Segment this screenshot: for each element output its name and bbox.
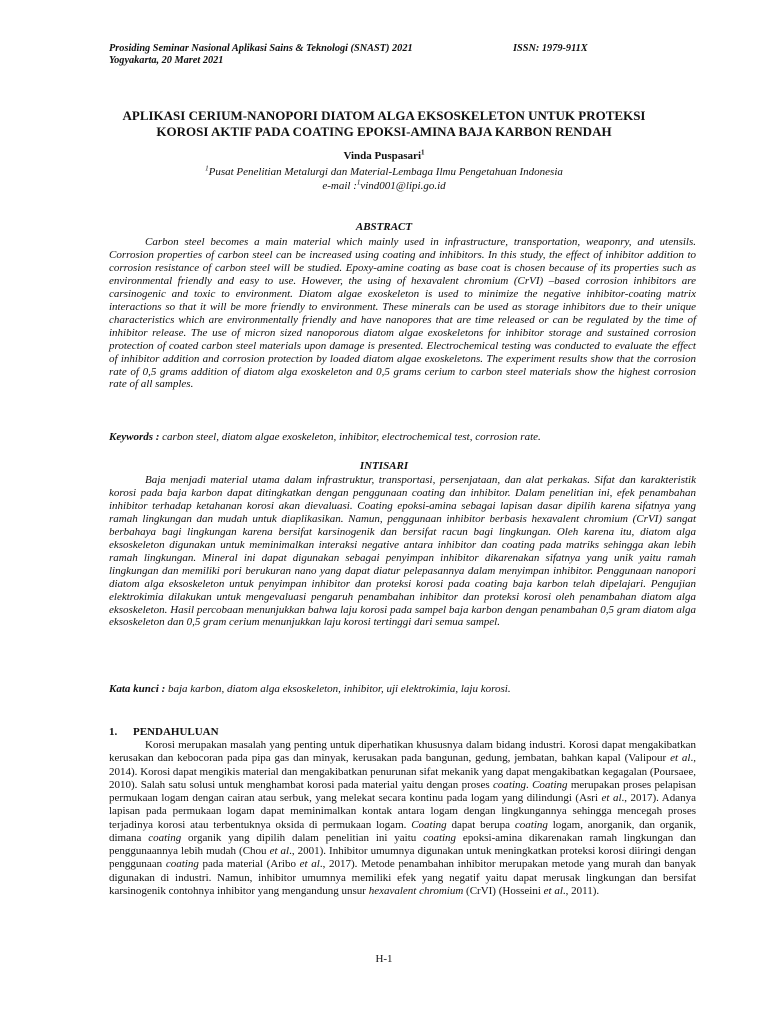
title-line-1: APLIKASI CERIUM-NANOPORI DIATOM ALGA EKSOSKELETON UNTUK PROTEKSI [122,108,646,123]
place-date: Yogyakarta, 20 Maret 2021 [109,55,224,66]
running-header [109,43,669,67]
keywords-list: carbon steel, diatom algae exoskeleton, inhibitor, electrochemical test, corrosion rate. [162,431,541,443]
body-italic: Coating [411,818,447,831]
issn-number: ISSN: 1979-911X [513,43,588,54]
author-name-text: Vinda Puspasari [343,150,422,162]
kata-kunci-list: baja karbon, diatom alga eksoskeleton, inhibitor, uji elektrokimia, laju korosi. [167,683,511,695]
email-address[interactable]: vind001@lipi.go.id [360,180,446,192]
intisari-body: Baja menjadi material utama dalam infrastruktur, transportasi, persenjataan, dan alat perkakas. Sifat dan karakteristik korosi pada baja karbon dapat ditingkatkan dengan penggunaan coating dan inhibitor. Dalam penelitian ini, efek penambahan inhibitor terhadap ketahanan korosi akan dievaluasi. Coating epoksi-amina sebagai lapisan dasar dipilih karena sifatnya yang ramah lingkungan dan mudah untuk diaplikasikan. Namun, penggunaan inhibitor berbasis hexavalent chromium (CrVI) sangat berbahaya bagi lingkungan karena bersifat karsinogenik dan bersifat racun bagi lingkungan. Oleh karena itu, diatom alga eksoskeleton digunakan untuk meminimalkan interaksi negative antara inhibitor dan coating pada matriks sehingga akan lebih ramah lingkungan. Mineral ini dapat digunakan sebagai penyimpan inhibitor dikarenakan sifatnya yang unik yaitu ramah lingkungan dan memiliki pori berukuran nano yang dapat diatur pelepasannya dalam menyimpan inhibitor. Penggunaan nanopori diatom alga eksoskeleton untuk penyimpan inhibitor dan proteksi korosi pada coating baja karbon telah dipelajari. Pengujian elektrokimia dilakukan untuk mengevaluasi pengaruh penambahan inhibitor dan proteksi korosi oleh penambahan diatom alga eksoskeleton. Hasil percobaan menunjukkan bahwa laju korosi pada sampel baja karbon dengan penambahan 0,5 gram diatom alga eksoskeleton dan 0,5 gram cerium menunjukkan laju korosi tertinggi dari semua sampel. [109,474,696,629]
body-run: . [526,778,533,791]
body-italic: et al [269,845,290,857]
body-italic: coating [493,778,527,791]
body-run: ., 2001). Inhibitor umumnya digunakan untuk meningkatkan proteksi korosi diiringi dengan penggunaan [109,845,697,871]
body-run: ., 2017). Adanya lapisan pada permukaan logam dapat meminimalkan kontak antara logam dengan lingkungannya sehingga mencegah proses terjadinya korosi atau terbentuknya oksida di permukaan logam. [109,792,697,831]
intisari-keywords [109,683,696,695]
kata-kunci-label: Kata kunci : [109,683,166,695]
body-italic: coating [423,831,457,844]
affiliation-superscript: 1 [205,164,209,173]
body-run: pada material (Aribo [198,858,300,871]
body-italic: coating [148,831,182,844]
affiliation [100,165,668,179]
section-title-text: PENDAHULUAN [133,726,219,738]
page-number: H-1 [375,953,393,965]
title-line-2: KOROSI AKTIF PADA COATING EPOKSI-AMINA BAJA KARBON RENDAH [156,123,612,139]
abstract-keywords [109,431,696,443]
body-italic: et al [299,858,320,871]
body-run: dapat berupa [446,818,515,831]
affiliation-text: Pusat Penelitian Metalurgi dan Material-Lembaga Ilmu Pengetahuan Indonesia [208,166,563,178]
author-affiliation-block [100,165,668,193]
body-italic: hexavalent chromium [368,884,464,897]
body-italic: Coating [532,778,568,791]
body-run: (CrVI) (Hosseini [463,884,544,897]
email-label: e-mail : [322,180,357,192]
body-italic: et al [543,884,563,897]
body-run: ., 2017). Metode penambahan inhibitor merupakan metode yang murah dan banyak digunakan di industri. Namun, inhibitor umumnya memiliki efek yang negatif yaitu dapat merusak lingkungan dan bersifat karsinogenik contohnya inhibitor yang mengandung unsur [109,858,696,897]
author-name [100,150,668,162]
abstract-text [109,236,696,391]
abstract-heading: ABSTRACT [355,221,413,233]
section-1-title [109,726,219,738]
abstract-body: Carbon steel becomes a main material which mainly used in infrastructure, transportation, weaponry, and utensils. Corrosion properties of carbon steel can be increased using coating and inhibitors. In this study, the effect of inhibitor addition to corrosion resistance of carbon steel will be studied. Epoxy-amine coating as base coat is chosen because of its properties such as environmental friendly and easy to use. However, the using of hexavalent chromium (CrVI) –based corrosion inhibitors are carsinogenic and toxic to environment. Diatom algae exoskeleton is used to minimize the negative inhibitor-coating matrix interactions so that it will be more friendly to environment. These minerals can be used as storage inhibitors due to their unique characteristics which are environmentally friendly and have nanopores that are time released or can be regulated by the time of inhibitor release. The use of micron sized nanoporous diatom algae exoskeletons for inhibitor storage and sustained corrosion protection of coated carbon steel materials upon damage is presented. Electrochemical testing was conducted to evaluate the effect of inhibitor addition and corrosion protection by loaded diatom algae exoskeletons. The experiment results show that the corrosion rate of 0,5 grams addition of diatom alga exoskeleton and 0,5 grams cerium to carbon steel materials show the highest corrosion rate of all samples. [109,236,696,391]
body-italic: et al [670,752,691,765]
body-italic: coating [165,858,199,871]
body-run: logam, anorganik, dan organik, dimana [109,818,697,844]
email-superscript: 1 [356,178,361,187]
body-italic: et al [601,792,622,804]
body-run: organik yang dipilih dalam penelitian ini yaitu [181,831,424,844]
section-number: 1. [109,726,118,738]
proceedings-name: Prosiding Seminar Nasional Aplikasi Sains & Teknologi (SNAST) 2021 [109,43,413,54]
body-run: ., 2014). Korosi dapat mengikis material dan mengakibatkan penurunan sifat mekanik yang dapat mengakibatkan kegagalan (Poursaee, 2010). Salah satu solusi untuk menghambat korosi pada material yaitu dengan proses [109,752,696,791]
body-run: merupakan proses pelapisan permukaan logam dengan cairan atau serbuk, yang melekat secara kontinu pada logam yang dilindungi (Asri [109,778,696,804]
email-line [100,179,668,193]
body-run: epoksi-amina dikarenakan ramah lingkungan dan penggunaannya lebih mudah (Chou [109,831,696,857]
body-run: ., 2011). [562,884,600,897]
author-superscript: 1 [421,148,425,157]
body-run: Korosi merupakan masalah yang penting untuk diperhatikan khususnya dalam bidang industri. Korosi dapat mengakibatkan kerusakan dan kebocoran pada pipa gas dan minyak, kerusakan pada bangunan, gedung, jembatan, bahkan kapal (Valipour [109,739,696,765]
intisari-heading: INTISARI [359,460,409,472]
paper-title [100,108,668,139]
section-1-body [109,739,696,898]
body-italic: coating [514,818,548,831]
intisari-text [109,474,696,629]
keywords-label: Keywords : [109,431,160,443]
